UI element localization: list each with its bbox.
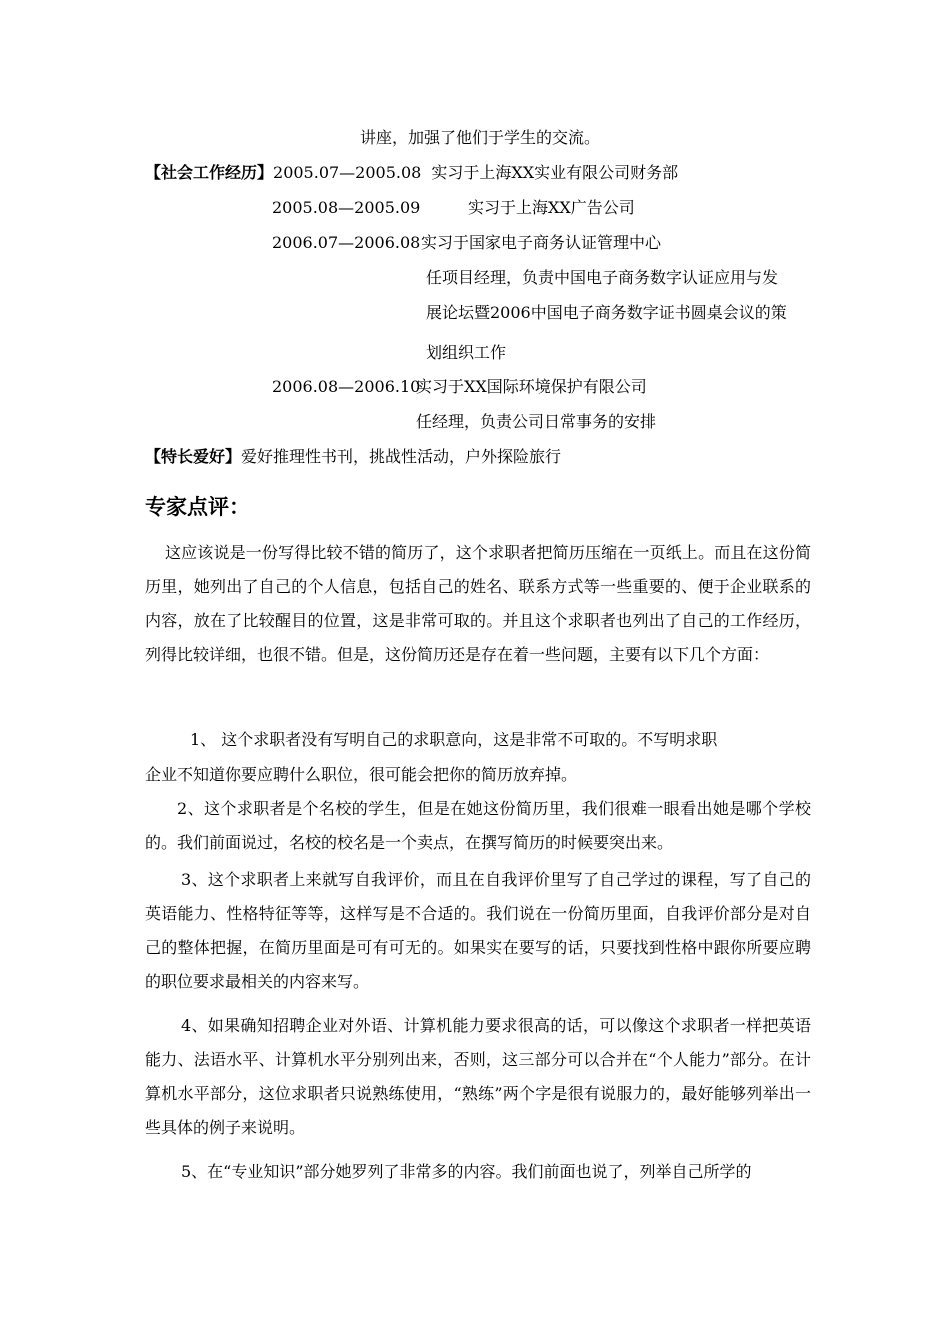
hobby-line: [145, 447, 561, 467]
hobby-label: 【特长爱好】: [145, 447, 242, 466]
lecture-line: 讲座，加强了他们于学生的交流。: [360, 128, 601, 147]
work-date-3: 2006.07—2006.08: [272, 233, 421, 252]
work-detail-3-line-3: 划组织工作: [426, 343, 507, 362]
point-1-line-1: 1、 这个求职者没有写明自己的求职意向，这是非常不可取的。不写明求职: [190, 730, 718, 749]
work-entry-1: [145, 163, 678, 183]
work-label: 【社会工作经历】: [145, 163, 274, 182]
point-5: 5、在“专业知识”部分她罗列了非常多的内容。我们前面也说了，列举自己所学的: [181, 1162, 752, 1181]
work-text-3: 实习于国家电子商务认证管理中心: [421, 233, 662, 252]
work-text-1: 实习于上海XX实业有限公司财务部: [431, 163, 679, 182]
work-date-2: 2005.08—2005.09: [272, 198, 421, 217]
expert-intro: 这应该说是一份写得比较不错的简历了，这个求职者把简历压缩在一页纸上。而且在这份简历里，她列出了自己的个人信息，包括自己的姓名、联系方式等一些重要的、便于企业联系的内容，放在了比较醒目的位置，这是非常可取的。并且这个求职者也列出了自己的工作经历，列得比较详细，也很不错。但是，这份简历还是存在着一些问题，主要有以下几个方面：: [145, 543, 811, 664]
expert-title: 专家点评：: [145, 494, 250, 519]
work-text-4: 实习于XX国际环境保护有限公司: [416, 377, 647, 396]
point-2: 2、这个求职者是个名校的学生，但是在她这份简历里，我们很难一眼看出她是哪个学校的。我们前面说过，名校的校名是一个卖点，在撰写简历的时候要突出来。: [145, 799, 811, 852]
work-text-2: 实习于上海XX广告公司: [468, 198, 635, 217]
work-detail-4: 任经理，负责公司日常事务的安排: [416, 412, 657, 431]
work-detail-3-line-2: 展论坛暨2006中国电子商务数字证书圆桌会议的策: [426, 303, 787, 322]
work-date-4: 2006.08—2006.10: [272, 377, 421, 396]
work-detail-3-line-1: 任项目经理，负责中国电子商务数字认证应用与发: [426, 268, 779, 287]
point-1-line-2: 企业不知道你要应聘什么职位，很可能会把你的简历放弃掉。: [145, 765, 578, 784]
hobby-text: 爱好推理性书刊，挑战性活动，户外探险旅行: [241, 447, 562, 466]
point-4: 4、如果确知招聘企业对外语、计算机能力要求很高的话，可以像这个求职者一样把英语能力、法语水平、计算机水平分别列出来，否则，这三部分可以合并在“个人能力”部分。在计算机水平部分，这位求职者只说熟练使用，“熟练”两个字是很有说服力的，最好能够列举出一些具体的例子来说明。: [145, 1016, 811, 1137]
work-date-1: 2005.07—2005.08: [273, 163, 422, 182]
point-3: 3、这个求职者上来就写自我评价，而且在自我评价里写了自己学过的课程，写了自己的英语能力、性格特征等等，这样写是不合适的。我们说在一份简历里面，自我评价部分是对自己的整体把握，在简历里面是可有可无的。如果实在要写的话，只要找到性格中跟你所要应聘的职位要求最相关的内容来写。: [145, 870, 811, 991]
